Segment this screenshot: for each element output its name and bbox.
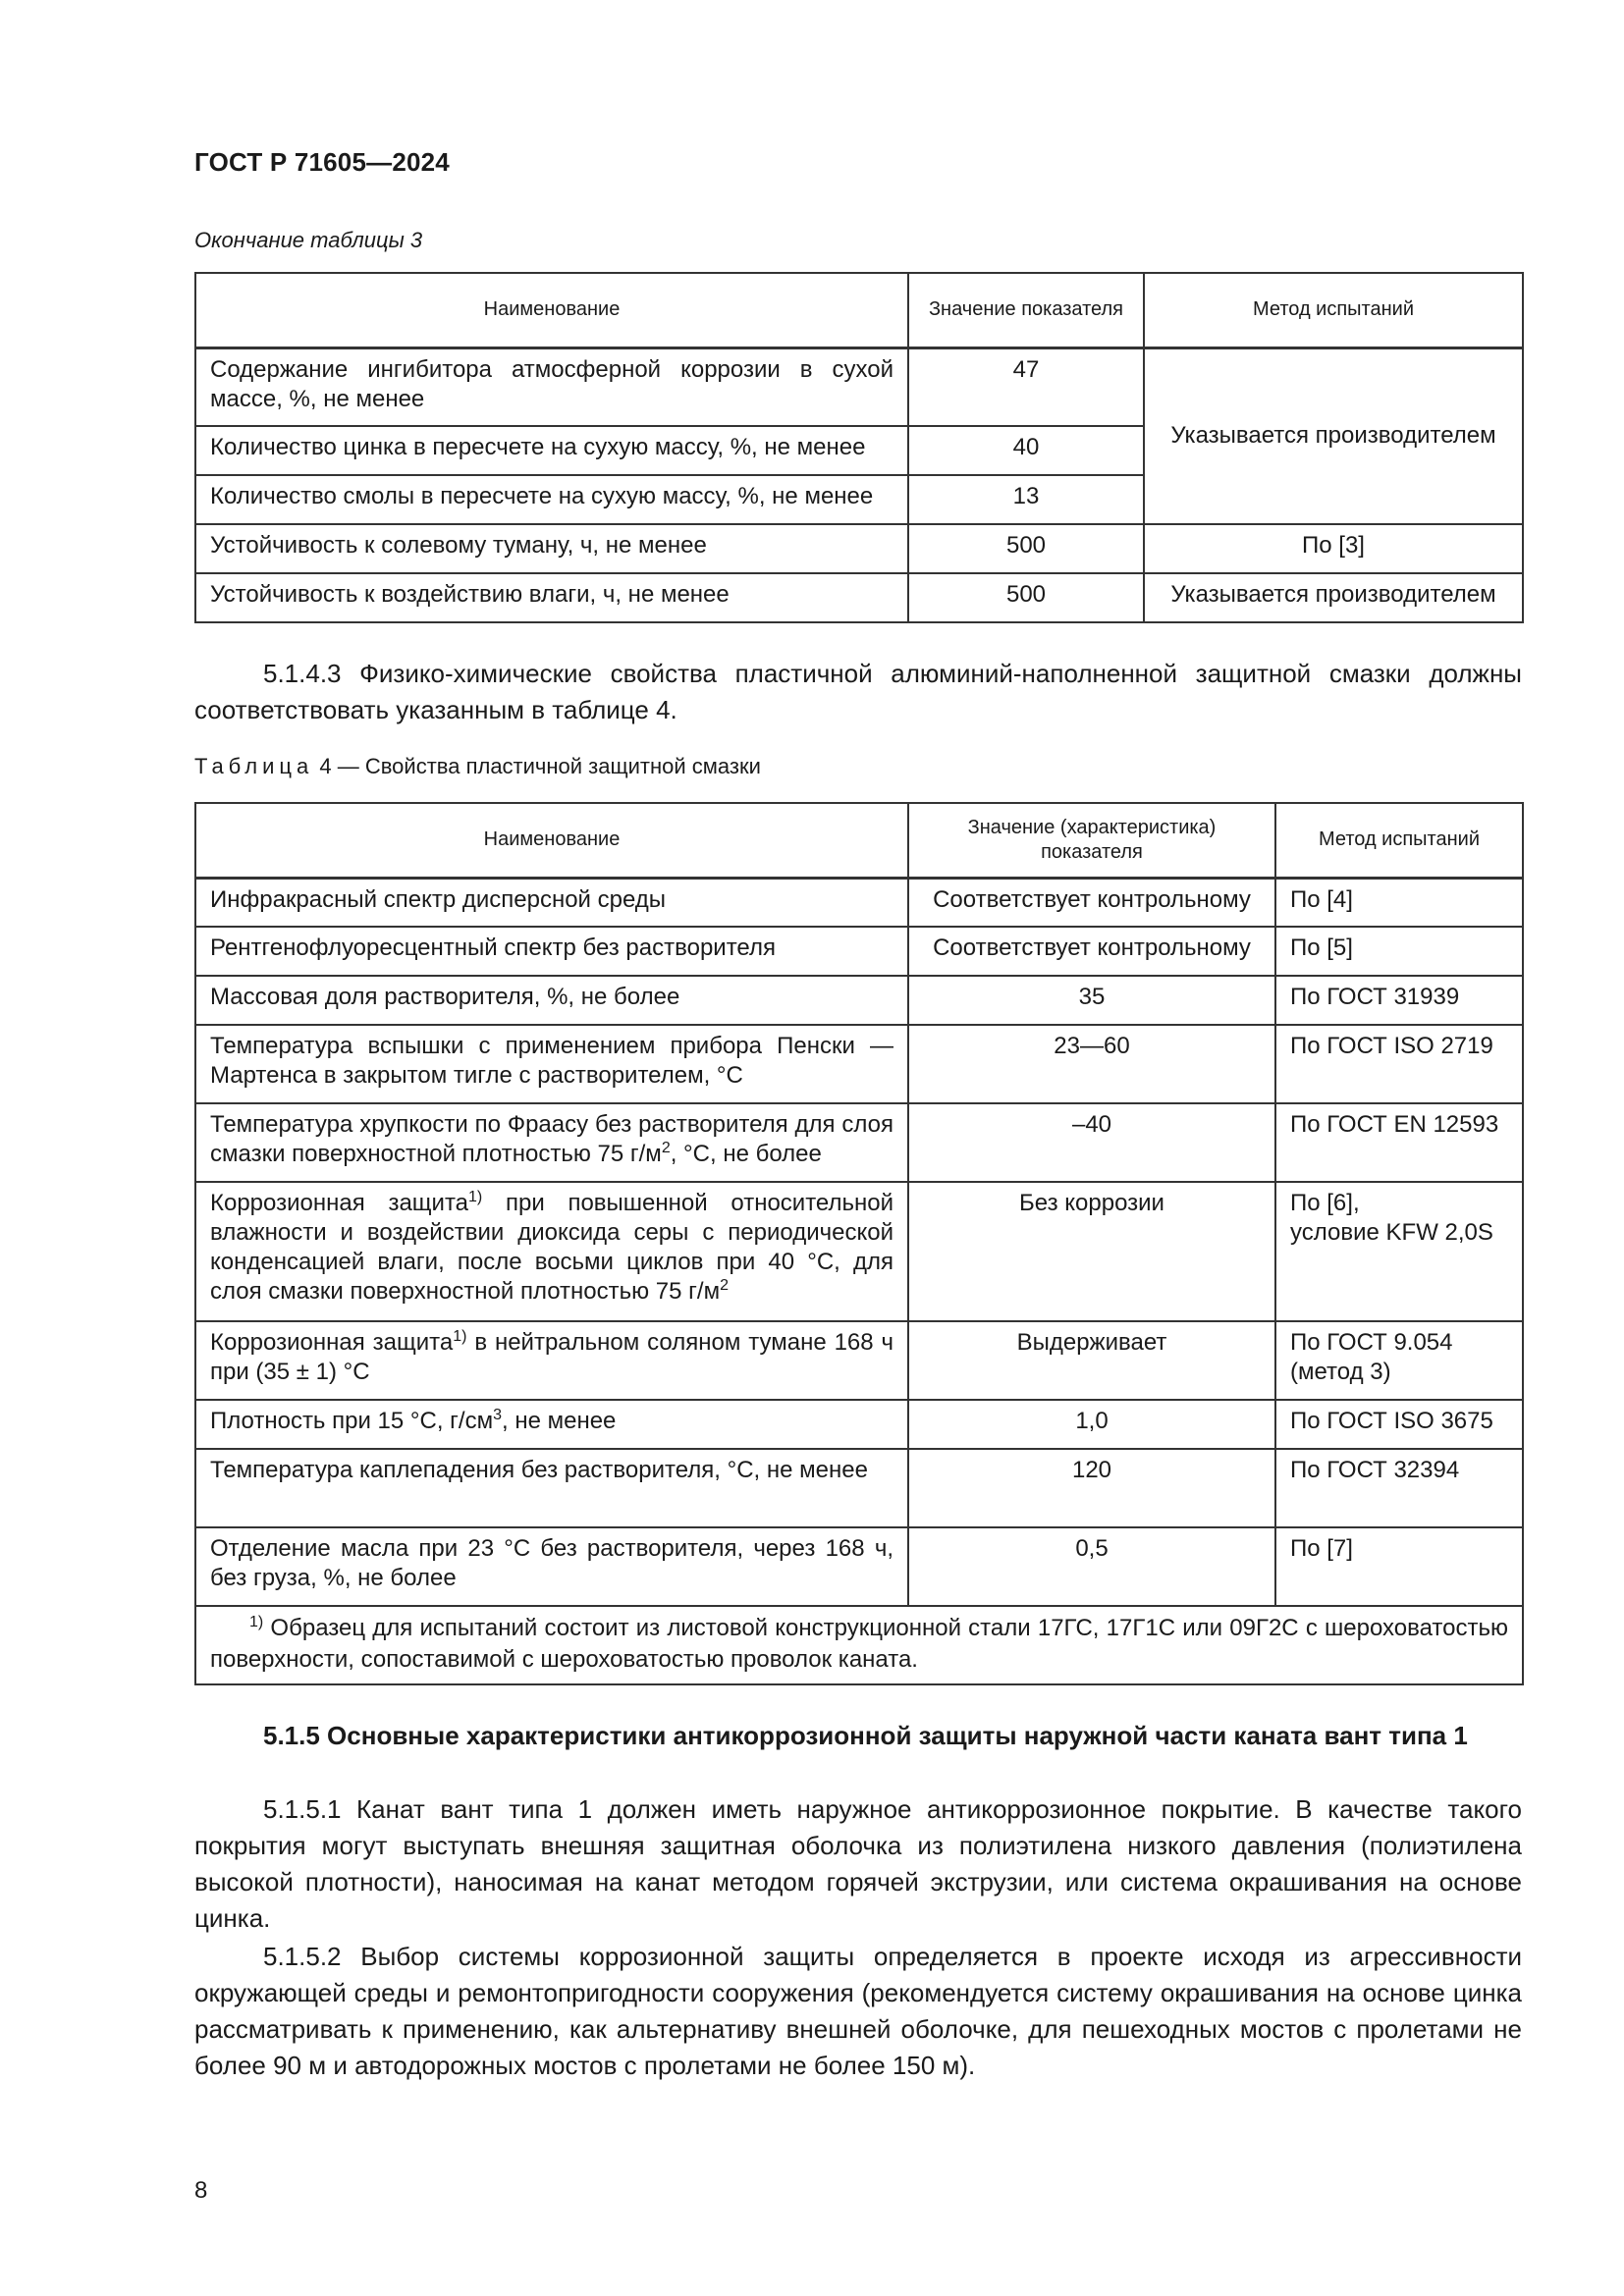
table4-cell-name: Коррозионная защита$^{1)}$ в нейтральном соляном тумане 168 ч при (35 ± 1) °С xyxy=(195,1321,908,1400)
table-row xyxy=(195,878,1523,927)
table-3 xyxy=(194,272,1524,623)
table3-header-value: Значение показателя xyxy=(908,273,1144,347)
table4-header-value: Значение (характеристика) показателя xyxy=(908,803,1275,878)
table4-cell-value: Соответствует контрольному xyxy=(908,927,1275,976)
table3-cell-name: Устойчивость к солевому туману, ч, не менее xyxy=(195,524,908,573)
table4-cell-value: 0,5 xyxy=(908,1527,1275,1606)
table4-cell-method: По ГОСТ 9.054 (метод 3) xyxy=(1275,1321,1523,1400)
table4-cell-method: По ГОСТ 32394 xyxy=(1275,1449,1523,1527)
table3-cell-value: 500 xyxy=(908,573,1144,622)
table-row xyxy=(195,1527,1523,1606)
table4-cell-value: Выдерживает xyxy=(908,1321,1275,1400)
table-row xyxy=(195,1103,1523,1182)
table-row xyxy=(195,1182,1523,1321)
table4-cell-method: По ГОСТ EN 12593 xyxy=(1275,1103,1523,1182)
table4-cell-value: 35 xyxy=(908,976,1275,1025)
table-row xyxy=(195,1321,1523,1400)
page-number: 8 xyxy=(194,2177,208,2204)
table4-cell-method: По ГОСТ 31939 xyxy=(1275,976,1523,1025)
table-row xyxy=(195,524,1523,573)
table4-cell-method: По [4] xyxy=(1275,878,1523,927)
table4-cell-name: Отделение масла при 23 °С без растворителя, через 168 ч, без груза, %, не более xyxy=(195,1527,908,1606)
table3-cell-value: 47 xyxy=(908,347,1144,426)
table3-cell-method: Указывается производителем xyxy=(1144,573,1523,622)
table4-caption xyxy=(194,754,761,779)
table3-header-name: Наименование xyxy=(195,273,908,347)
table4-header-method: Метод испытаний xyxy=(1275,803,1523,878)
table3-cell-method: По [3] xyxy=(1144,524,1523,573)
table3-continuation-caption: Окончание таблицы 3 xyxy=(194,228,423,252)
table4-cell-name: Коррозионная защита$^{1)}$ при повышенной относительной влажности и воздействии диоксида серы с периодической конденсацией влаги, после восьми циклов при 40 °С, для слоя смазки поверхностной плотностью 75 $г/м^2$ xyxy=(195,1182,908,1321)
section-5-1-5-title: 5.1.5 Основные характеристики антикоррозионной защиты наружной части каната вант типа 1 xyxy=(263,1721,1468,1750)
table4-cell-value: Без коррозии xyxy=(908,1182,1275,1321)
table3-header-method: Метод испытаний xyxy=(1144,273,1523,347)
table4-cell-name: Температура хрупкости по Фраасу без растворителя для слоя смазки поверхностной плотностью 75 $г/м^2$, °С, не более xyxy=(195,1103,908,1182)
table4-cell-value: 1,0 xyxy=(908,1400,1275,1449)
table-row xyxy=(195,573,1523,622)
table-4 xyxy=(194,802,1524,1685)
table4-cell-value: 120 xyxy=(908,1449,1275,1527)
table4-cell-method: По [7] xyxy=(1275,1527,1523,1606)
paragraph-5-1-4-3: 5.1.4.3 Физико-химические свойства пластичной алюминий-наполненной защитной смазки должны соответствовать указанным в таблице 4. xyxy=(194,659,1522,724)
table4-footnote: $^{1)}$ Образец для испытаний состоит из листовой конструкционной стали 17ГС, 17Г1С или 09Г2С с шероховатостью поверхности, сопоставимой с шероховатостью проволок каната. xyxy=(195,1606,1523,1684)
table3-cell-value: 40 xyxy=(908,426,1144,475)
table3-cell-name: Содержание ингибитора атмосферной коррозии в сухой массе, %, не менее xyxy=(195,347,908,426)
table4-cell-value: Соответствует контрольному xyxy=(908,878,1275,927)
footnote-mark: 1) xyxy=(249,1614,264,1630)
paragraph-5-1-5-1: 5.1.5.1 Канат вант типа 1 должен иметь наружное антикоррозионное покрытие. В качестве такого покрытия могут выступать внешняя защитная оболочка из полиэтилена низкого давления (полиэтилена высокой плотности), наносимая на канат методом горячей экструзии, или система окрашивания на основе цинка. xyxy=(194,1794,1522,1933)
table4-cell-method: По ГОСТ ISO 3675 xyxy=(1275,1400,1523,1449)
table3-cell-value: 13 xyxy=(908,475,1144,524)
table4-cell-name: Инфракрасный спектр дисперсной среды xyxy=(195,878,908,927)
table4-cell-method: По ГОСТ ISO 2719 xyxy=(1275,1025,1523,1103)
table4-cell-method: По [5] xyxy=(1275,927,1523,976)
table4-cell-name: Рентгенофлуоресцентный спектр без растворителя xyxy=(195,927,908,976)
table3-cell-value: 500 xyxy=(908,524,1144,573)
table-row xyxy=(195,976,1523,1025)
table4-caption-text: 4 — Свойства пластичной защитной смазки xyxy=(319,754,761,778)
paragraph-5-1-5-2: 5.1.5.2 Выбор системы коррозионной защиты определяется в проекте исходя из агрессивности окружающей среды и ремонтопригодности сооружения (рекомендуется систему окрашивания на основе цинка рассматривать к применению, как альтернативу внешней оболочке, для пешеходных мостов с пролетами не более 90 м и автодорожных мостов с пролетами не более 150 м). xyxy=(194,1942,1522,2080)
table3-cell-name: Количество смолы в пересчете на сухую массу, %, не менее xyxy=(195,475,908,524)
table3-cell-method-merged: Указывается производителем xyxy=(1144,347,1523,524)
table4-cell-name: Температура вспышки с применением прибора Пенски — Мартенса в закрытом тигле с растворителем, °С xyxy=(195,1025,908,1103)
table4-caption-label: Таблица xyxy=(194,754,314,778)
table4-cell-value: –40 xyxy=(908,1103,1275,1182)
table-row xyxy=(195,1449,1523,1527)
table3-cell-name: Устойчивость к воздействию влаги, ч, не менее xyxy=(195,573,908,622)
table3-cell-name: Количество цинка в пересчете на сухую массу, %, не менее xyxy=(195,426,908,475)
table4-footnote-row xyxy=(195,1606,1523,1684)
table-row xyxy=(195,1025,1523,1103)
table4-cell-method: По [6], условие KFW 2,0S xyxy=(1275,1182,1523,1321)
table4-cell-name: Температура каплепадения без растворителя, °С, не менее xyxy=(195,1449,908,1527)
document-code-header: ГОСТ Р 71605—2024 xyxy=(194,147,450,177)
table-row xyxy=(195,1400,1523,1449)
table-row xyxy=(195,347,1523,426)
table4-cell-value: 23—60 xyxy=(908,1025,1275,1103)
table4-cell-name: Плотность при 15 °С, $г/см^3$, не менее xyxy=(195,1400,908,1449)
table-row xyxy=(195,927,1523,976)
table4-header-name: Наименование xyxy=(195,803,908,878)
table4-cell-name: Массовая доля растворителя, %, не более xyxy=(195,976,908,1025)
